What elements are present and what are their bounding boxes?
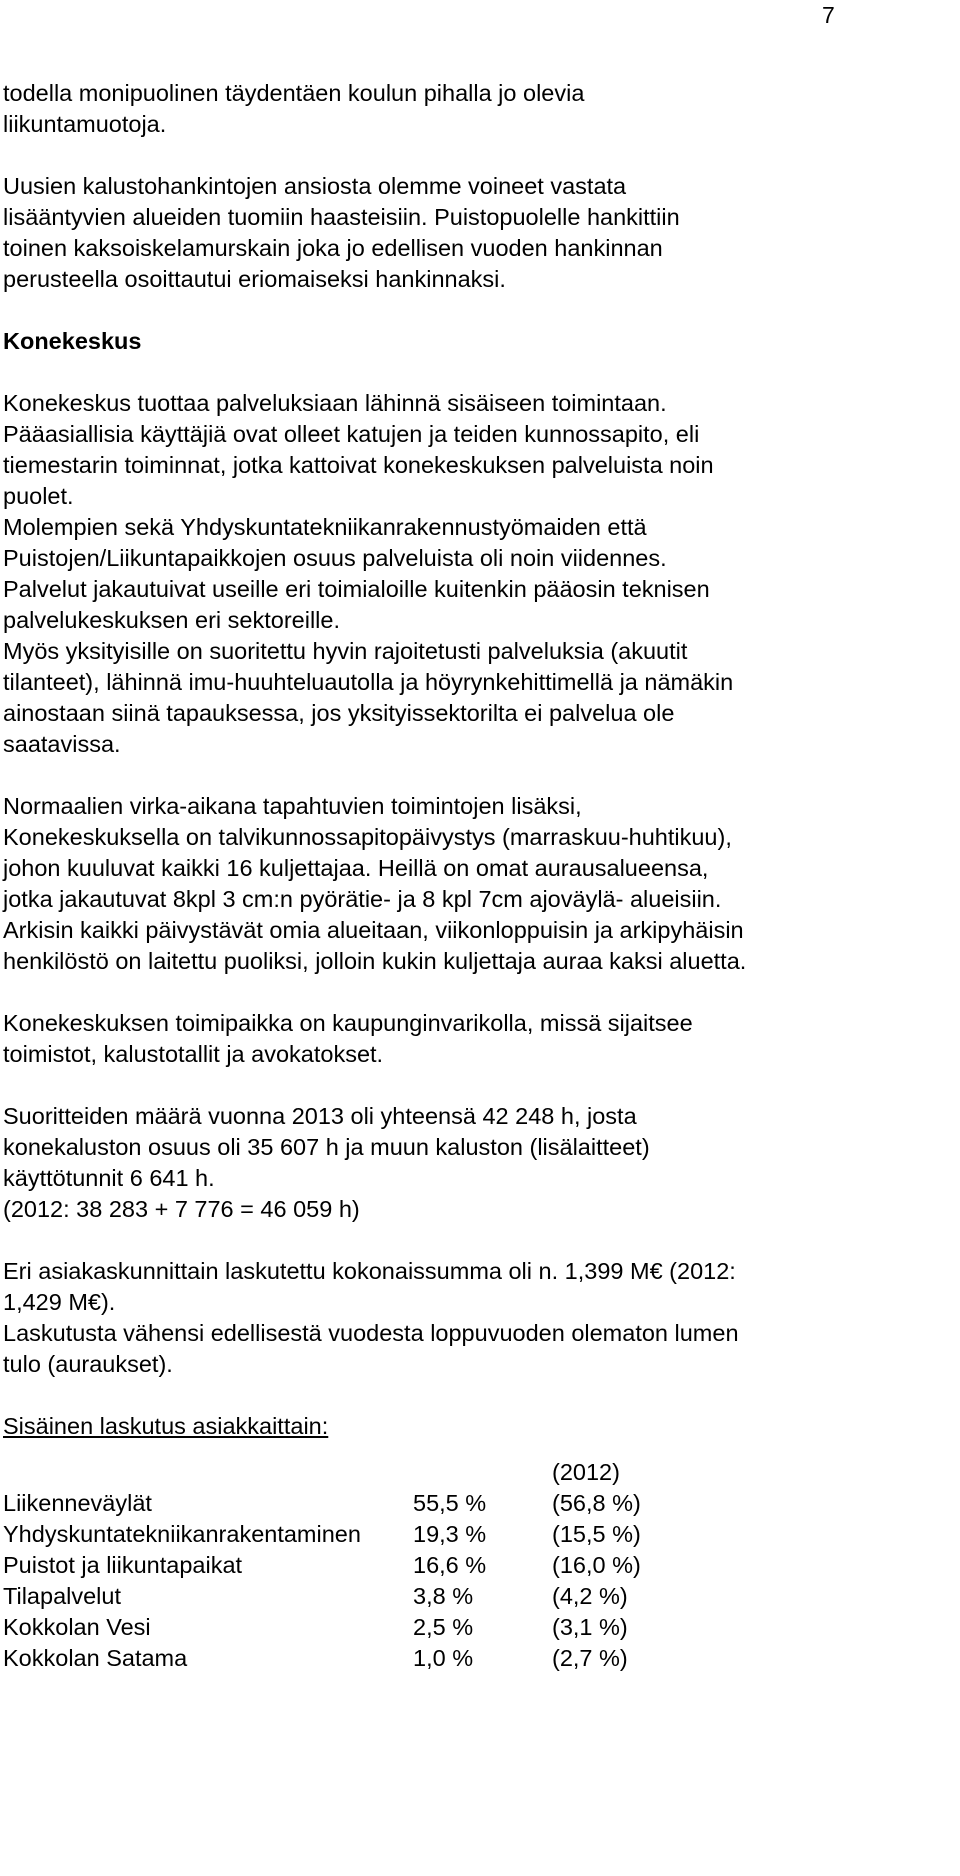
share-2012: (2,7 %): [552, 1645, 628, 1671]
paragraph-line: ainostaan siinä tapauksessa, jos yksityissektorilta ei palvelua ole: [3, 700, 675, 726]
customer-name: Kokkolan Satama: [3, 1645, 188, 1671]
billing-table: [3, 1457, 672, 1674]
share-2013: 55,5 %: [413, 1490, 487, 1516]
paragraph-line: Konekeskuksella on talvikunnossapitopäivystys (marraskuu-huhtikuu),: [3, 824, 732, 850]
paragraph-line: johon kuuluvat kaikki 16 kuljettajaa. Heillä on omat aurausalueensa,: [3, 855, 709, 881]
table-header-row: [3, 1457, 672, 1488]
share-2013: 16,6 %: [413, 1552, 487, 1578]
customer-name: Puistot ja liikuntapaikat: [3, 1552, 243, 1578]
share-2012: (3,1 %): [552, 1614, 628, 1640]
customer-name: Liikenneväylät: [3, 1490, 152, 1516]
paragraph-line: tiemestarin toiminnat, jotka kattoivat konekeskuksen palveluista noin: [3, 452, 714, 478]
paragraph-line: Eri asiakaskunnittain laskutettu kokonaissumma oli n. 1,399 M€ (2012:: [3, 1258, 736, 1284]
page-number: 7: [822, 2, 835, 28]
paragraph-line: Konekeskuksen toimipaikka on kaupunginvarikolla, missä sijaitsee: [3, 1010, 693, 1036]
paragraph-line: konekaluston osuus oli 35 607 h ja muun kaluston (lisälaitteet): [3, 1134, 650, 1160]
paragraph-line: toimistot, kalustotallit ja avokatokset.: [3, 1041, 384, 1067]
share-2012: (16,0 %): [552, 1552, 641, 1578]
prev-year-header: (2012): [552, 1459, 620, 1485]
paragraph-line: Arkisin kaikki päivystävät omia alueitaan, viikonloppuisin ja arkipyhäisin: [3, 917, 744, 943]
customer-name: Yhdyskuntatekniikanrakentaminen: [3, 1521, 361, 1547]
table-row: [3, 1550, 672, 1581]
paragraph-line: puolet.: [3, 483, 74, 509]
share-2013: 2,5 %: [413, 1614, 474, 1640]
paragraph-line: todella monipuolinen täydentäen koulun pihalla jo olevia: [3, 80, 585, 106]
table-row: [3, 1612, 672, 1643]
paragraph-line: tulo (auraukset).: [3, 1351, 173, 1377]
paragraph-line: lisääntyvien alueiden tuomiin haasteisiin. Puistopuolelle hankittiin: [3, 204, 680, 230]
share-2013: 19,3 %: [413, 1521, 487, 1547]
table-row: [3, 1581, 672, 1612]
paragraph-line: Pääasiallisia käyttäjiä ovat olleet katujen ja teiden kunnossapito, eli: [3, 421, 700, 447]
paragraph-line: tilanteet), lähinnä imu-huuhteluautolla ja höyrynkehittimellä ja nämäkin: [3, 669, 734, 695]
paragraph-line: Konekeskus tuottaa palveluksiaan lähinnä sisäiseen toimintaan.: [3, 390, 667, 416]
paragraph-line: Suoritteiden määrä vuonna 2013 oli yhteensä 42 248 h, josta: [3, 1103, 637, 1129]
paragraph-line: jotka jakautuvat 8kpl 3 cm:n pyörätie- ja 8 kpl 7cm ajoväylä- alueisiin.: [3, 886, 722, 912]
paragraph-line: (2012: 38 283 + 7 776 = 46 059 h): [3, 1196, 360, 1222]
table-row: [3, 1643, 672, 1674]
share-2012: (15,5 %): [552, 1521, 641, 1547]
paragraph-line: toinen kaksoiskelamurskain joka jo edellisen vuoden hankinnan: [3, 235, 663, 261]
paragraph-line: käyttötunnit 6 641 h.: [3, 1165, 215, 1191]
share-2013: 3,8 %: [413, 1583, 474, 1609]
paragraph-line: perusteella osoittautui eriomaiseksi hankinnaksi.: [3, 266, 506, 292]
share-2013: 1,0 %: [413, 1645, 474, 1671]
customer-name: Kokkolan Vesi: [3, 1614, 151, 1640]
paragraph-line: saatavissa.: [3, 731, 121, 757]
customer-name: Tilapalvelut: [3, 1583, 121, 1609]
paragraph-line: Uusien kalustohankintojen ansiosta olemme voineet vastata: [3, 173, 627, 199]
table-heading: Sisäinen laskutus asiakkaittain:: [3, 1413, 329, 1439]
paragraph-line: Molempien sekä Yhdyskuntatekniikanrakennustyömaiden että: [3, 514, 647, 540]
share-2012: (56,8 %): [552, 1490, 641, 1516]
paragraph-line: palvelukeskuksen eri sektoreille.: [3, 607, 340, 633]
table-row: [3, 1519, 672, 1550]
section-heading: Konekeskus: [3, 328, 142, 354]
table-row: [3, 1488, 672, 1519]
paragraph-line: liikuntamuotoja.: [3, 111, 167, 137]
paragraph-line: Puistojen/Liikuntapaikkojen osuus palveluista oli noin viidennes.: [3, 545, 667, 571]
paragraph-line: henkilöstö on laitettu puoliksi, jolloin kukin kuljettaja auraa kaksi aluetta.: [3, 948, 747, 974]
paragraph-line: Laskutusta vähensi edellisestä vuodesta loppuvuoden olematon lumen: [3, 1320, 739, 1346]
paragraph-line: Normaalien virka-aikana tapahtuvien toimintojen lisäksi,: [3, 793, 582, 819]
paragraph-line: 1,429 M€).: [3, 1289, 116, 1315]
paragraph-line: Palvelut jakautuivat useille eri toimialoille kuitenkin pääosin teknisen: [3, 576, 710, 602]
document-body: [3, 78, 953, 1674]
share-2012: (4,2 %): [552, 1583, 628, 1609]
paragraph-line: Myös yksityisille on suoritettu hyvin rajoitetusti palveluksia (akuutit: [3, 638, 688, 664]
